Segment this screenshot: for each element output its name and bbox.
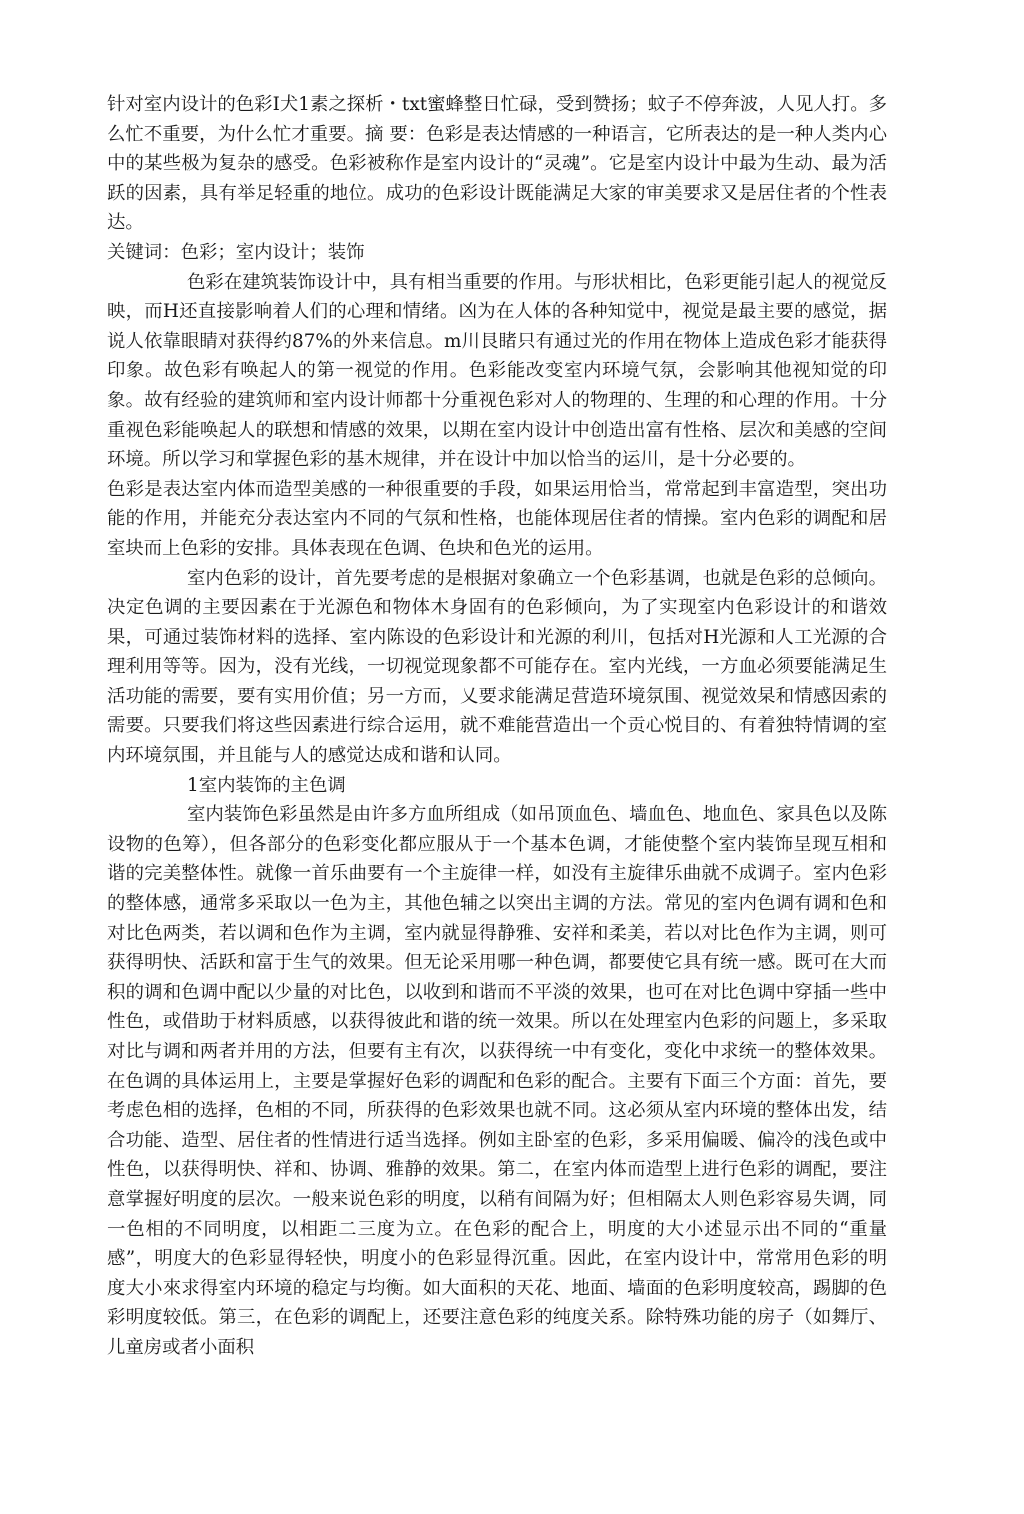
section-heading: 1室内装饰的主色调 <box>187 774 346 796</box>
keywords-line: 关键词：色彩；室内设计；装饰 <box>107 241 365 263</box>
intro-paragraph: 针对室内设计的色彩I犬1素之探析・txt蜜蜂整日忙碌，受到赞扬；蚊子不停奔波，人见人打。多么忙不重要，为什么忙才重要。摘 要：色彩是表达情感的一种语言，它所表达的是一种人类内心中的某些极为复杂的感受。色彩被称作是室内设计的“灵魂”。它是室内设计中最为生动、最为活跃的因素，具有举足轻重的地位。成功的色彩设计既能满足大家的审美要求又是居住者的个性表达。 <box>107 94 887 234</box>
body-paragraph: 室内色彩的设计，首先要考虑的是根据对象确立一个色彩基调，也就是色彩的总倾向。决定色调的主要因素在于光源色和物体木身固有的色彩倾向，为了实现室内色彩设计的和谐效果，可通过装饰材料的选择、室内陈设的色彩设计和光源的利川，包括对H光源和人工光源的合理利用等等。因为，没有光线，一切视觉现象都不可能存在。室内光线，一方血必须要能满足生活功能的需要，要有实用价值；另一方而，乂要求能满足营造环境氛围、视觉效杲和情感因索的需要。只要我们将这些因素进行综合运用，就不难能营造出一个贡心悦目的、有着独特情调的室内环境氛围，并且能与人的感觉达成和谐和认同。 <box>107 567 887 767</box>
body-paragraph: 色彩是表达室内体而造型美感的一种很重要的手段，如果运用恰当，常常起到丰富造型，突出功能的作用，并能充分表达室内不同的气氛和性格，也能体现居住者的情操。室内色彩的调配和居室块而上色彩的安排。具体表现在色调、色块和色光的运用。 <box>107 478 887 559</box>
document-body <box>107 90 887 1363</box>
body-paragraph: 色彩在建筑装饰设计中，具有相当重要的作用。与形状相比，色彩更能引起人的视觉反映，而H还直接影响着人们的心理和情绪。凶为在人体的各种知觉中，视觉是最主要的感觉，据说人依靠眼睛对获得约87%的外来信息。m川艮睹只有通过光的作用在物体上造成色彩才能获得印象。故色彩有唤起人的第一视觉的作用。色彩能改变室内环境气氛，会影响其他视知觉的印象。故有经验的建筑师和室内设计师都十分重视色彩对人的物理的、生理的和心理的作用。十分重视色彩能唤起人的联想和情感的效果，以期在室内设计中创造出富有性格、层次和美感的空间环境。所以学习和掌握色彩的基木规律，并在设计中加以恰当的运川，是十分必要的。 <box>107 271 887 471</box>
body-paragraph: 室内装饰色彩虽然是由许多方血所组成（如吊顶血色、墙血色、地血色、家具色以及陈设物的色筹），但各部分的色彩变化都应服从于一个基本色调，才能使整个室内装饰呈现互相和谐的完美整体性。就像一首乐曲要有一个主旋律一样，如没有主旋律乐曲就不成调子。室内色彩的整体感，通常多采取以一色为主，其他色辅之以突出主调的方法。常见的室内色调有调和色和对比色两类，若以调和色作为主调，室内就显得静雅、安祥和柔美，若以对比色作为主调，则可获得明快、活跃和富于生气的效果。但无论采用哪一种色调，都要使它具有统一感。既可在大而积的调和色调中配以少量的对比色，以收到和谐而不平淡的效果，也可在对比色调中穿插一些中性色，或借助于材料质感，以获得彼此和谐的统一效果。所以在处理室内色彩的问题上，多采取对比与调和两者并用的方法，但要有主有次，以获得统一中有变化，变化中求统一的整体效果。在色调的具体运用上，主要是掌握好色彩的调配和色彩的配合。主要有下面三个方面：首先，要考虑色相的选择，色相的不同，所获得的色彩效果也就不同。这必须从室内环境的整体出发，结合功能、造型、居住者的性情进行适当选择。例如主卧室的色彩，多采用偏暖、偏冷的浅色或中性色，以获得明快、祥和、协调、雅静的效果。第二，在室内体而造型上进行色彩的调配，要注意掌握好明度的层次。一般来说色彩的明度，以稍有间隔为好；但相隔太人则色彩容易失调，同一色相的不同明度，以相距二三度为立。在色彩的配合上，明度的大小述显示出不同的“重量感”，明度大的色彩显得轻快，明度小的色彩显得沉重。因此，在室内设计中，常常用色彩的明度大小來求得室内环境的稳定与均衡。如大面积的天花、地面、墙面的色彩明度较高，踢脚的色彩明度较低。第三，在色彩的调配上，还要注意色彩的纯度关系。除特殊功能的房子（如舞厅、儿童房或者小面积 <box>107 804 887 1358</box>
